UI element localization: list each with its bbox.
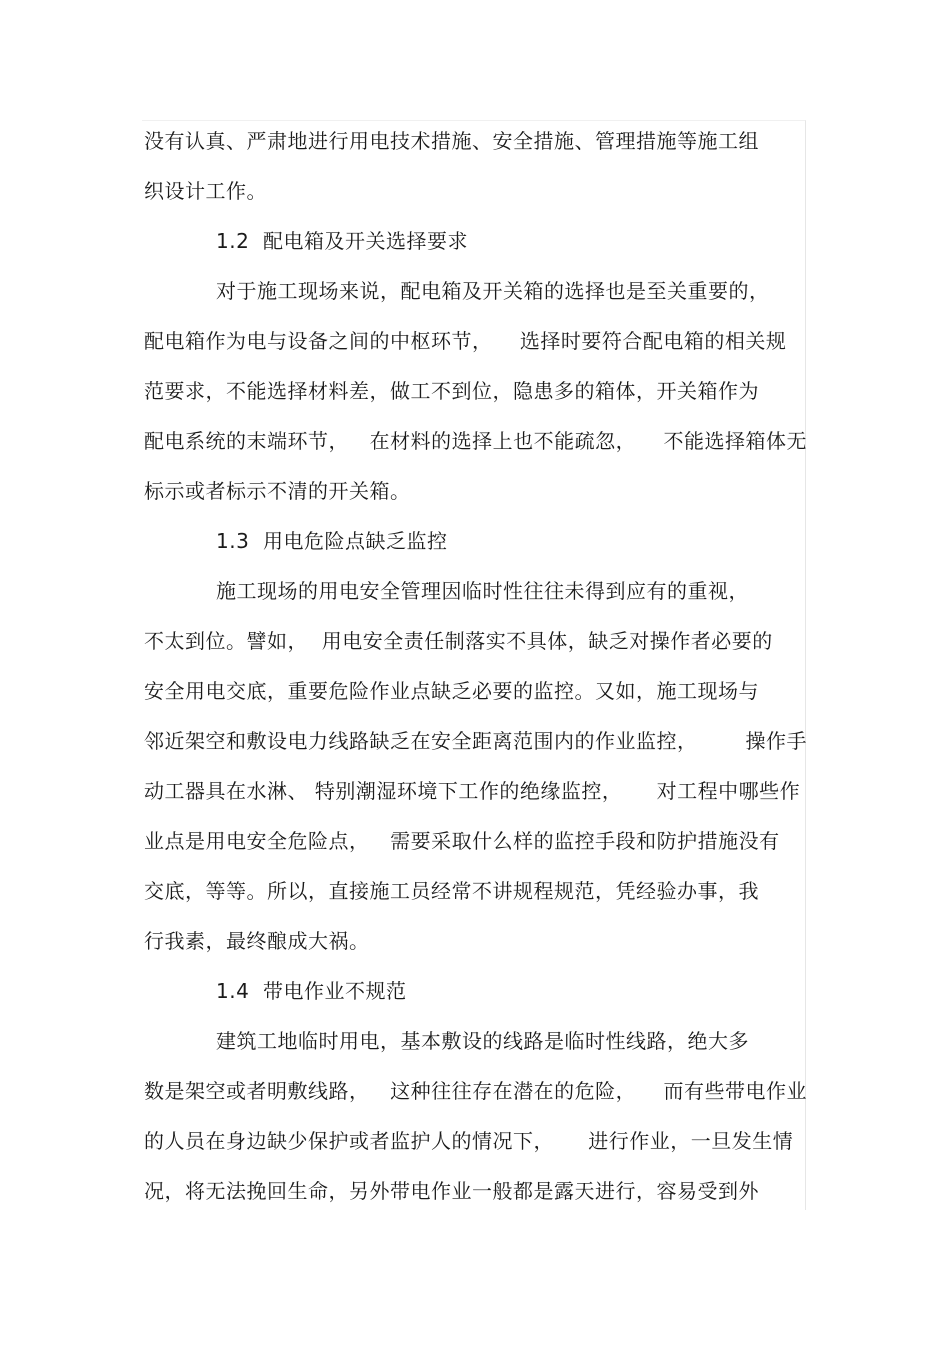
paragraph-line: 动工器具在水淋、 特别潮湿环境下工作的绝缘监控， 对工程中哪些作 [144,779,801,803]
paragraph-line: 业点是用电安全危险点， 需要采取什么样的监控手段和防护措施没有 [144,829,780,853]
paragraph-line: 的人员在身边缺少保护或者监护人的情况下， 进行作业，一旦发生情 [144,1129,794,1153]
paragraph-line: 安全用电交底，重要危险作业点缺乏必要的监控。又如，施工现场与 [144,679,759,703]
paragraph-line: 数是架空或者明敷线路， 这种往往存在潜在的危险， 而有些带电作业 [144,1079,808,1103]
section-heading-1-2: 1.2 配电箱及开关选择要求 [216,229,469,253]
section-heading-1-3: 1.3 用电危险点缺乏监控 [216,529,448,553]
paragraph-line: 不太到位。譬如， 用电安全责任制落实不具体，缺乏对操作者必要的 [144,629,773,653]
paragraph-line: 配电系统的末端环节， 在材料的选择上也不能疏忽， 不能选择箱体无 [144,429,808,453]
paragraph-line: 行我素，最终酿成大祸。 [144,929,370,953]
paragraph-line: 标示或者标示不清的开关箱。 [144,479,411,503]
paragraph-line: 施工现场的用电安全管理因临时性往往未得到应有的重视， [216,579,749,603]
paragraph-line: 没有认真、严肃地进行用电技术措施、安全措施、管理措施等施工组 [144,129,759,153]
paragraph-line: 建筑工地临时用电，基本敷设的线路是临时性线路，绝大多 [216,1029,749,1053]
paragraph-line: 范要求，不能选择材料差，做工不到位，隐患多的箱体，开关箱作为 [144,379,759,403]
paragraph-line: 对于施工现场来说，配电箱及开关箱的选择也是至关重要的， [216,279,770,303]
paragraph-line: 况，将无法挽回生命，另外带电作业一般都是露天进行，容易受到外 [144,1179,759,1203]
paragraph-line: 交底，等等。所以，直接施工员经常不讲规程规范，凭经验办事，我 [144,879,759,903]
section-heading-1-4: 1.4 带电作业不规范 [216,979,407,1003]
paragraph-line: 邻近架空和敷设电力线路缺乏在安全距离范围内的作业监控， 操作手 [144,729,808,753]
paragraph-line: 织设计工作。 [144,179,267,203]
paragraph-line: 配电箱作为电与设备之间的中枢环节， 选择时要符合配电箱的相关规 [144,329,787,353]
